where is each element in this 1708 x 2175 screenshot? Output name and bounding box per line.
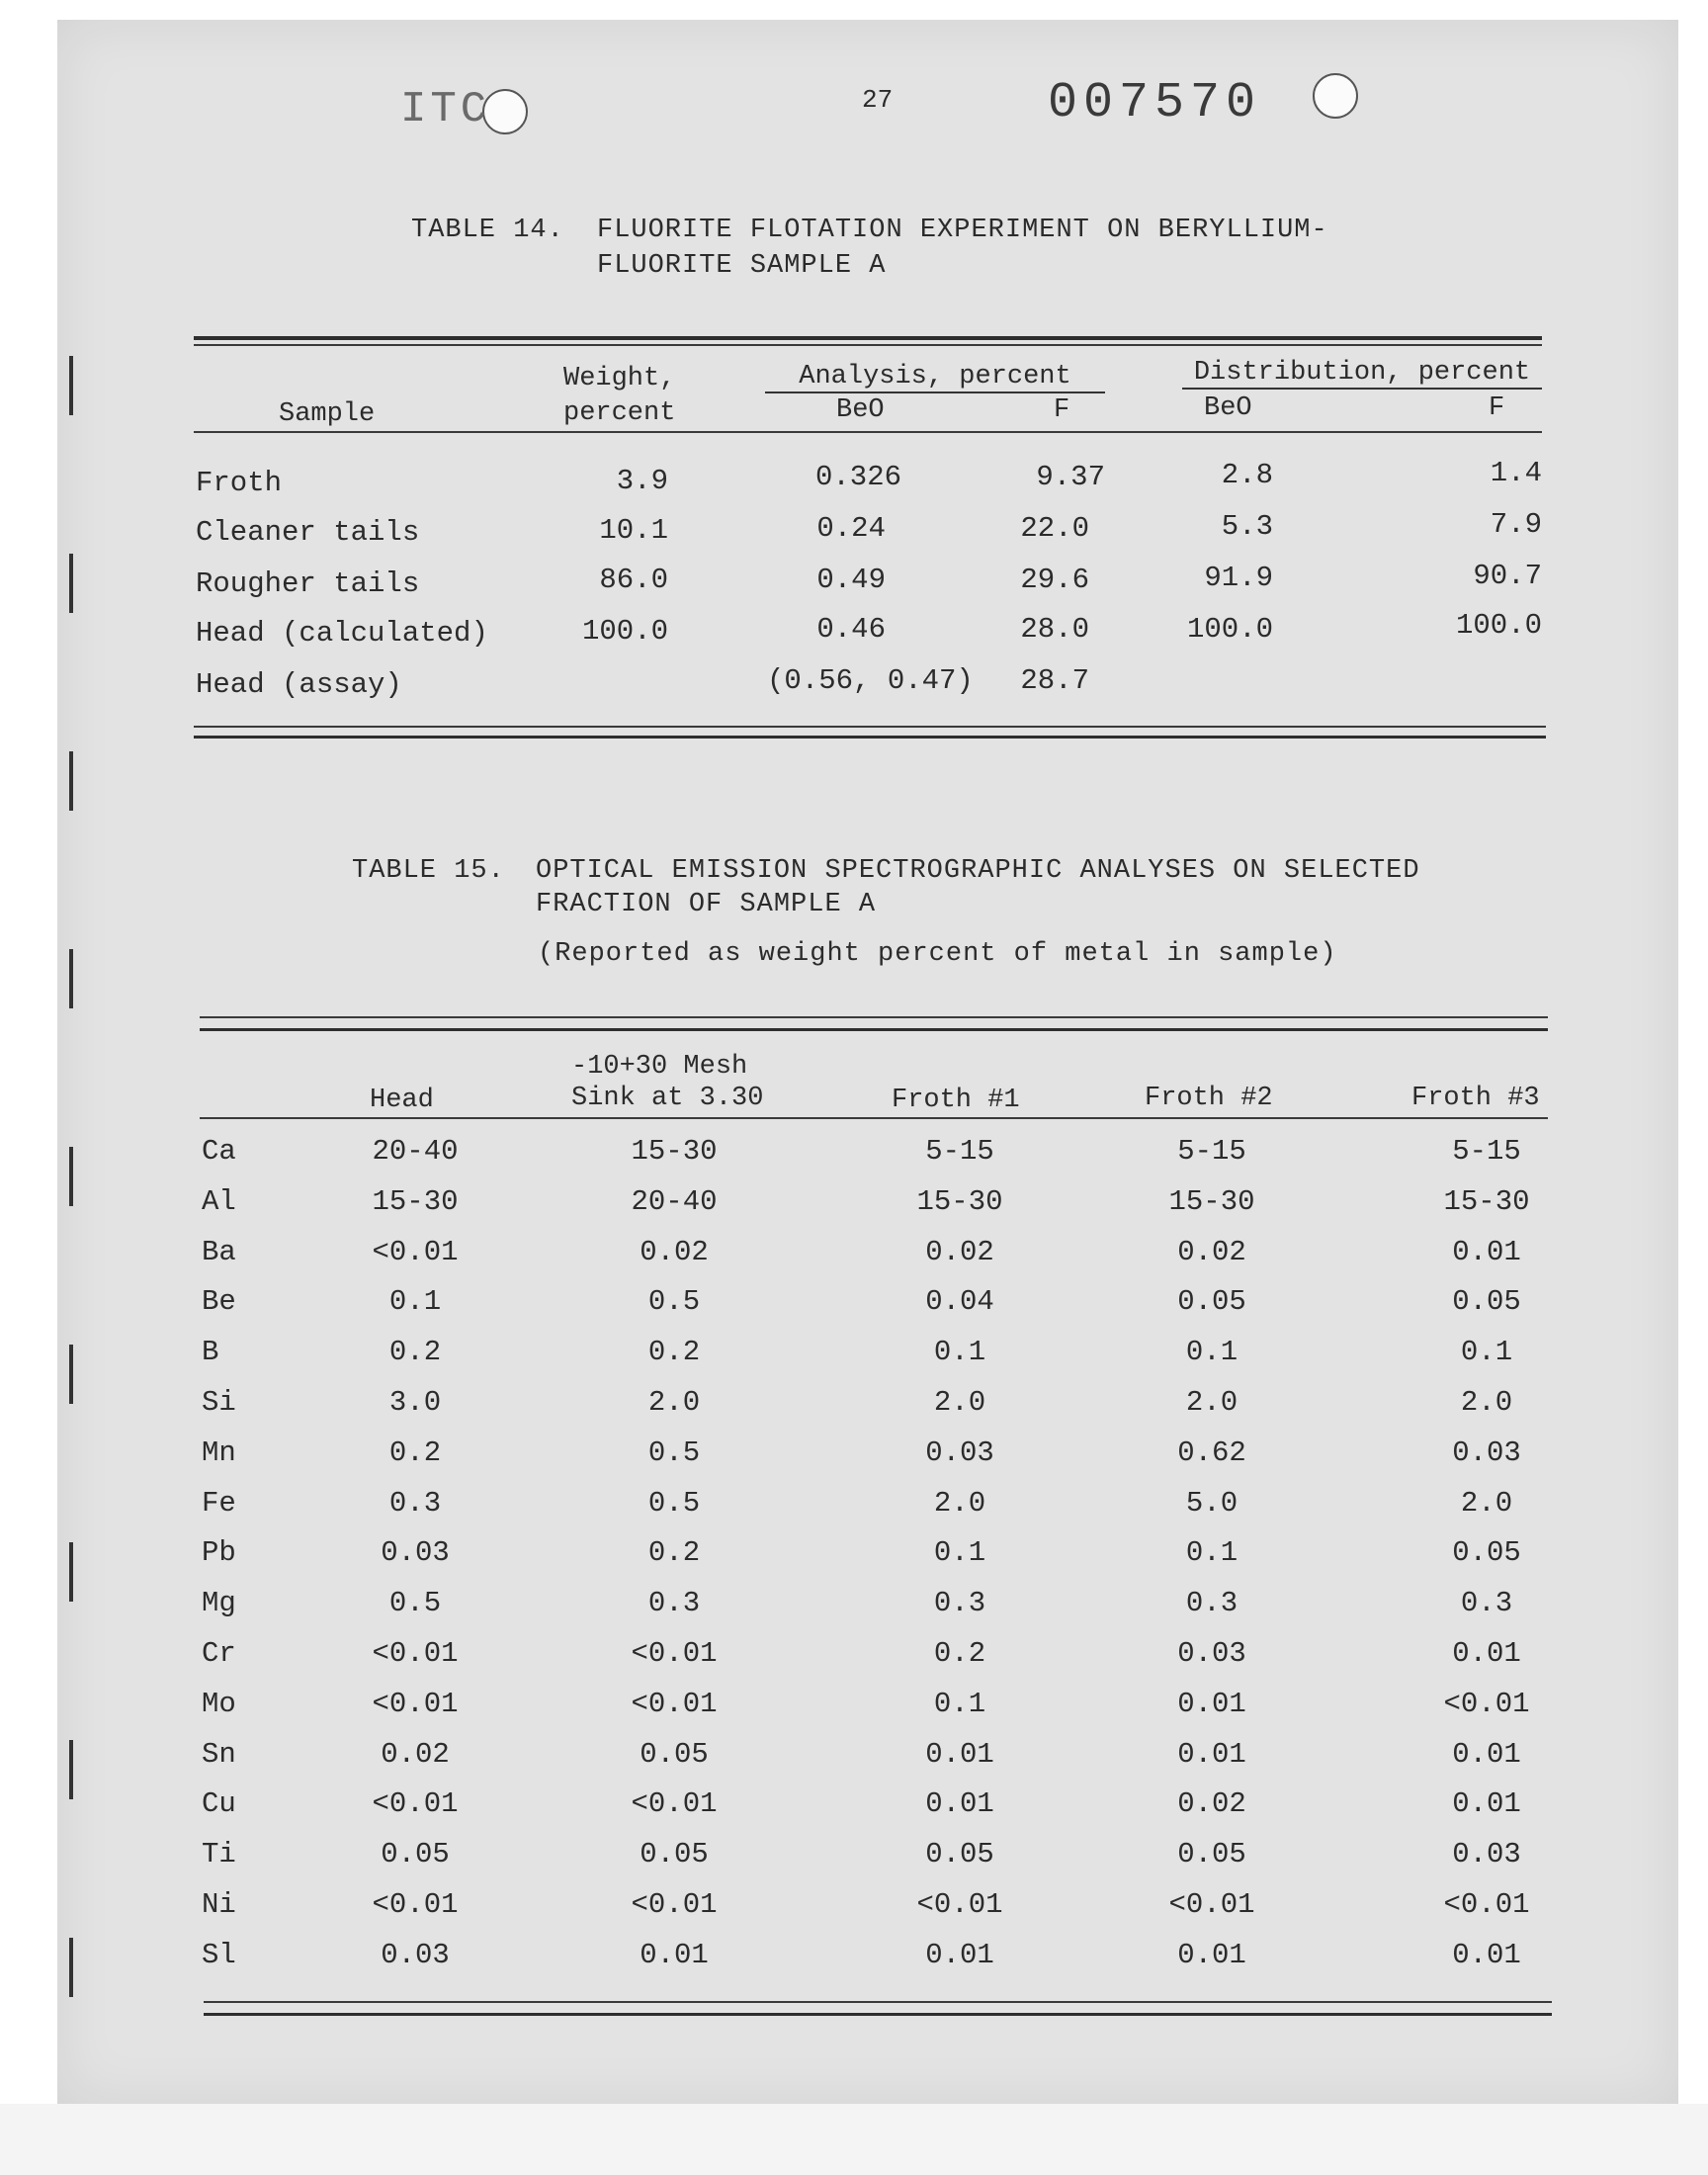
table15-header-froth3: Froth #3 (1411, 1084, 1540, 1113)
table14-cell-sample: Cleaner tails (196, 516, 420, 549)
table15-header-mesh-line2: Sink at 3.30 (571, 1084, 764, 1113)
table14-cell-analysis-beo: 0.46 (816, 613, 886, 646)
table15-cell-froth1: 0.3 (933, 1587, 986, 1619)
table15-cell-froth3: <0.01 (1443, 1688, 1530, 1720)
table15-cell-froth3: 0.01 (1452, 1236, 1521, 1268)
binding-mark (69, 751, 73, 811)
table14-cell-distribution-f: 100.0 (1455, 609, 1542, 642)
table14-bottom-rule (194, 726, 1546, 728)
table15-cell-froth1: 2.0 (933, 1386, 986, 1419)
table14-header-rule (194, 431, 1542, 433)
table15-cell-mesh: <0.01 (631, 1787, 718, 1820)
table15-cell-mesh: <0.01 (631, 1688, 718, 1720)
table15-cell-froth2: 0.01 (1177, 1939, 1246, 1971)
table15-cell-mesh: 0.02 (640, 1236, 709, 1268)
table15-header-mesh-line1: -10+30 Mesh (571, 1052, 748, 1082)
table14-header-distribution-f: F (1489, 393, 1505, 423)
table15-title-line1: OPTICAL EMISSION SPECTROGRAPHIC ANALYSES ON SELECTED (536, 856, 1420, 886)
table14-header-weight-line2: percent (563, 398, 676, 428)
table15-cell-element: Ca (202, 1135, 236, 1168)
page-background-strip (0, 2104, 1708, 2175)
table15-cell-froth3: 0.01 (1452, 1738, 1521, 1771)
binding-mark (69, 949, 73, 1008)
table15-cell-mesh: 0.2 (647, 1336, 701, 1368)
table14-cell-weight: 100.0 (581, 615, 668, 648)
table15-cell-mesh: <0.01 (631, 1888, 718, 1921)
table14-label: TABLE 14. (411, 216, 564, 245)
table15-cell-froth2: <0.01 (1168, 1888, 1255, 1921)
table15-cell-froth2: 0.03 (1177, 1637, 1246, 1670)
table15-cell-head: 0.5 (388, 1587, 442, 1619)
table14-bottom-rule-outer (194, 736, 1546, 739)
table15-cell-froth1: 0.01 (925, 1787, 994, 1820)
table15-cell-froth1: 5-15 (925, 1135, 994, 1168)
binding-mark (69, 1147, 73, 1206)
table14-header-distribution: Distribution, percent (1182, 358, 1542, 390)
table14-cell-analysis-f: 9.37 (1036, 461, 1105, 493)
table15-cell-element: Mg (202, 1587, 236, 1619)
binding-mark (69, 1345, 73, 1404)
table15-top-rule-inner (200, 1016, 1548, 1018)
table15-cell-head: 0.1 (388, 1285, 442, 1318)
table15-cell-mesh: 0.2 (647, 1536, 701, 1569)
table14-cell-analysis-f: 29.6 (1020, 564, 1089, 596)
table14-cell-sample: Froth (196, 467, 283, 499)
binding-mark (69, 356, 73, 415)
table15-bottom-rule-outer (204, 2013, 1552, 2016)
table15-cell-froth2: 2.0 (1185, 1386, 1238, 1419)
table14-cell-weight: 3.9 (616, 465, 668, 497)
table14-cell-analysis-f: 22.0 (1020, 512, 1089, 545)
table14-title-line2: FLUORITE SAMPLE A (597, 251, 887, 281)
table15-top-rule (200, 1028, 1548, 1031)
table14-header-analysis: Analysis, percent (765, 362, 1105, 393)
table15-cell-froth1: 0.03 (925, 1436, 994, 1469)
table15-header-head: Head (370, 1086, 434, 1115)
table14-cell-analysis-f: 28.7 (1020, 664, 1089, 697)
table15-cell-froth1: 0.02 (925, 1236, 994, 1268)
table15-cell-froth3: 0.03 (1452, 1838, 1521, 1870)
table14-cell-distribution-f: 7.9 (1490, 508, 1542, 541)
table15-cell-head: 20-40 (372, 1135, 459, 1168)
table15-cell-froth1: 15-30 (916, 1185, 1003, 1218)
table15-cell-froth2: 5.0 (1185, 1487, 1238, 1520)
table15-cell-froth2: 0.62 (1177, 1436, 1246, 1469)
table15-cell-element: Sl (202, 1939, 236, 1971)
table15-cell-froth1: 2.0 (933, 1487, 986, 1520)
table15-cell-froth1: 0.01 (925, 1738, 994, 1771)
table14-cell-distribution-beo: 91.9 (1204, 562, 1273, 594)
table15-cell-mesh: 0.5 (647, 1285, 701, 1318)
table14-cell-analysis-f: 28.0 (1020, 613, 1089, 646)
table15-header-froth2: Froth #2 (1145, 1084, 1273, 1113)
table14-header-analysis-f: F (1054, 395, 1070, 425)
table15-header-rule (200, 1117, 1548, 1119)
archive-stamp-left: ITC (400, 85, 491, 134)
table15-cell-froth2: 0.01 (1177, 1688, 1246, 1720)
table15-cell-mesh: 15-30 (631, 1135, 718, 1168)
table15-cell-mesh: 0.01 (640, 1939, 709, 1971)
table14-top-rule-inner (194, 344, 1542, 346)
table14-cell-weight: 86.0 (599, 564, 668, 596)
table15-cell-head: 0.03 (381, 1939, 450, 1971)
punch-hole (1313, 73, 1358, 119)
table15-cell-element: B (202, 1336, 219, 1368)
table15-cell-head: <0.01 (372, 1637, 459, 1670)
table15-cell-mesh: 0.05 (640, 1838, 709, 1870)
table15-cell-froth2: 0.01 (1177, 1738, 1246, 1771)
table15-cell-froth2: 0.05 (1177, 1285, 1246, 1318)
table15-cell-froth2: 0.02 (1177, 1236, 1246, 1268)
table15-cell-froth1: 0.1 (933, 1336, 986, 1368)
table14-header-analysis-beo: BeO (836, 395, 885, 425)
table15-cell-froth1: 0.1 (933, 1688, 986, 1720)
table15-cell-head: 0.3 (388, 1487, 442, 1520)
table15-cell-froth3: <0.01 (1443, 1888, 1530, 1921)
table14-cell-distribution-beo: 5.3 (1221, 510, 1273, 543)
table14-title-line1: FLUORITE FLOTATION EXPERIMENT ON BERYLLIUM- (597, 216, 1328, 245)
table14-cell-distribution-f: 1.4 (1490, 457, 1542, 489)
table15-cell-element: Mo (202, 1688, 236, 1720)
table14-cell-analysis-beo: 0.24 (816, 512, 886, 545)
table15-cell-head: <0.01 (372, 1888, 459, 1921)
table15-cell-element: Cr (202, 1637, 236, 1670)
table14-top-rule (194, 336, 1542, 340)
table15-cell-head: 0.03 (381, 1536, 450, 1569)
table15-cell-mesh: 2.0 (647, 1386, 701, 1419)
table15-cell-mesh: 20-40 (631, 1185, 718, 1218)
table15-cell-froth3: 0.1 (1460, 1336, 1513, 1368)
table15-cell-froth3: 0.01 (1452, 1939, 1521, 1971)
table15-cell-head: 0.2 (388, 1436, 442, 1469)
table14-header-weight-line1: Weight, (563, 364, 676, 393)
table14-cell-distribution-f: 90.7 (1473, 560, 1542, 592)
table15-cell-froth3: 0.03 (1452, 1436, 1521, 1469)
table14-cell-distribution-beo: 2.8 (1221, 459, 1273, 491)
table15-cell-mesh: 0.05 (640, 1738, 709, 1771)
table15-cell-element: Ti (202, 1838, 236, 1870)
table15-cell-froth3: 0.01 (1452, 1637, 1521, 1670)
table14-cell-sample: Head (assay) (196, 668, 402, 701)
table15-cell-froth3: 0.01 (1452, 1787, 1521, 1820)
table14-cell-sample: Head (calculated) (196, 617, 488, 650)
table14-cell-analysis-beo: 0.49 (816, 564, 886, 596)
table15-cell-froth2: 0.1 (1185, 1336, 1238, 1368)
table15-cell-froth3: 0.3 (1460, 1587, 1513, 1619)
table15-cell-froth2: 15-30 (1168, 1185, 1255, 1218)
table15-cell-element: Ni (202, 1888, 236, 1921)
table15-cell-froth3: 0.05 (1452, 1536, 1521, 1569)
table15-cell-froth3: 0.05 (1452, 1285, 1521, 1318)
table15-cell-froth3: 5-15 (1452, 1135, 1521, 1168)
table15-cell-element: Mn (202, 1436, 236, 1469)
table15-cell-head: <0.01 (372, 1688, 459, 1720)
table15-header-froth1: Froth #1 (892, 1086, 1020, 1115)
table15-cell-head: 15-30 (372, 1185, 459, 1218)
table15-cell-froth2: 0.1 (1185, 1536, 1238, 1569)
table14-cell-distribution-beo: 100.0 (1186, 613, 1273, 646)
table15-cell-element: Al (202, 1185, 236, 1218)
table15-cell-froth3: 15-30 (1443, 1185, 1530, 1218)
table15-cell-froth1: 0.01 (925, 1939, 994, 1971)
table15-cell-froth1: 0.1 (933, 1536, 986, 1569)
table15-cell-head: <0.01 (372, 1787, 459, 1820)
table15-cell-element: Fe (202, 1487, 236, 1520)
binding-mark (69, 1740, 73, 1799)
table15-cell-element: Cu (202, 1787, 236, 1820)
table15-cell-element: Si (202, 1386, 236, 1419)
table15-cell-froth1: 0.05 (925, 1838, 994, 1870)
table15-cell-froth2: 0.02 (1177, 1787, 1246, 1820)
binding-mark (69, 1542, 73, 1602)
table14-cell-analysis-beo: (0.56, 0.47) (767, 664, 974, 697)
page-number: 27 (862, 85, 894, 115)
archive-stamp-number: 007570 (1048, 75, 1262, 131)
table15-bottom-rule (204, 2001, 1552, 2003)
table15-label: TABLE 15. (352, 856, 505, 886)
table15-cell-head: 3.0 (388, 1386, 442, 1419)
table15-cell-element: Sn (202, 1738, 236, 1771)
table15-title-line2: FRACTION OF SAMPLE A (536, 890, 877, 919)
table14-cell-weight: 10.1 (599, 514, 668, 547)
binding-mark (69, 1938, 73, 1997)
table15-cell-element: Pb (202, 1536, 236, 1569)
table15-cell-froth2: 0.3 (1185, 1587, 1238, 1619)
table15-cell-froth1: 0.04 (925, 1285, 994, 1318)
table15-cell-froth3: 2.0 (1460, 1487, 1513, 1520)
table15-cell-mesh: <0.01 (631, 1637, 718, 1670)
table14-header-sample: Sample (279, 399, 376, 429)
table15-cell-mesh: 0.5 (647, 1487, 701, 1520)
table14-header-distribution-beo: BeO (1204, 393, 1252, 423)
table15-cell-element: Be (202, 1285, 236, 1318)
table15-cell-head: <0.01 (372, 1236, 459, 1268)
table15-cell-froth2: 5-15 (1177, 1135, 1246, 1168)
table14-cell-analysis-beo: 0.326 (814, 461, 901, 493)
table15-subtitle: (Reported as weight percent of metal in sample) (538, 939, 1337, 969)
table15-cell-froth1: <0.01 (916, 1888, 1003, 1921)
table14-cell-sample: Rougher tails (196, 567, 420, 600)
table15-cell-froth1: 0.2 (933, 1637, 986, 1670)
table15-cell-mesh: 0.3 (647, 1587, 701, 1619)
table15-cell-element: Ba (202, 1236, 236, 1268)
table15-cell-froth2: 0.05 (1177, 1838, 1246, 1870)
table15-cell-head: 0.2 (388, 1336, 442, 1368)
table15-cell-head: 0.05 (381, 1838, 450, 1870)
table15-cell-head: 0.02 (381, 1738, 450, 1771)
table15-cell-froth3: 2.0 (1460, 1386, 1513, 1419)
table15-cell-mesh: 0.5 (647, 1436, 701, 1469)
binding-mark (69, 554, 73, 613)
